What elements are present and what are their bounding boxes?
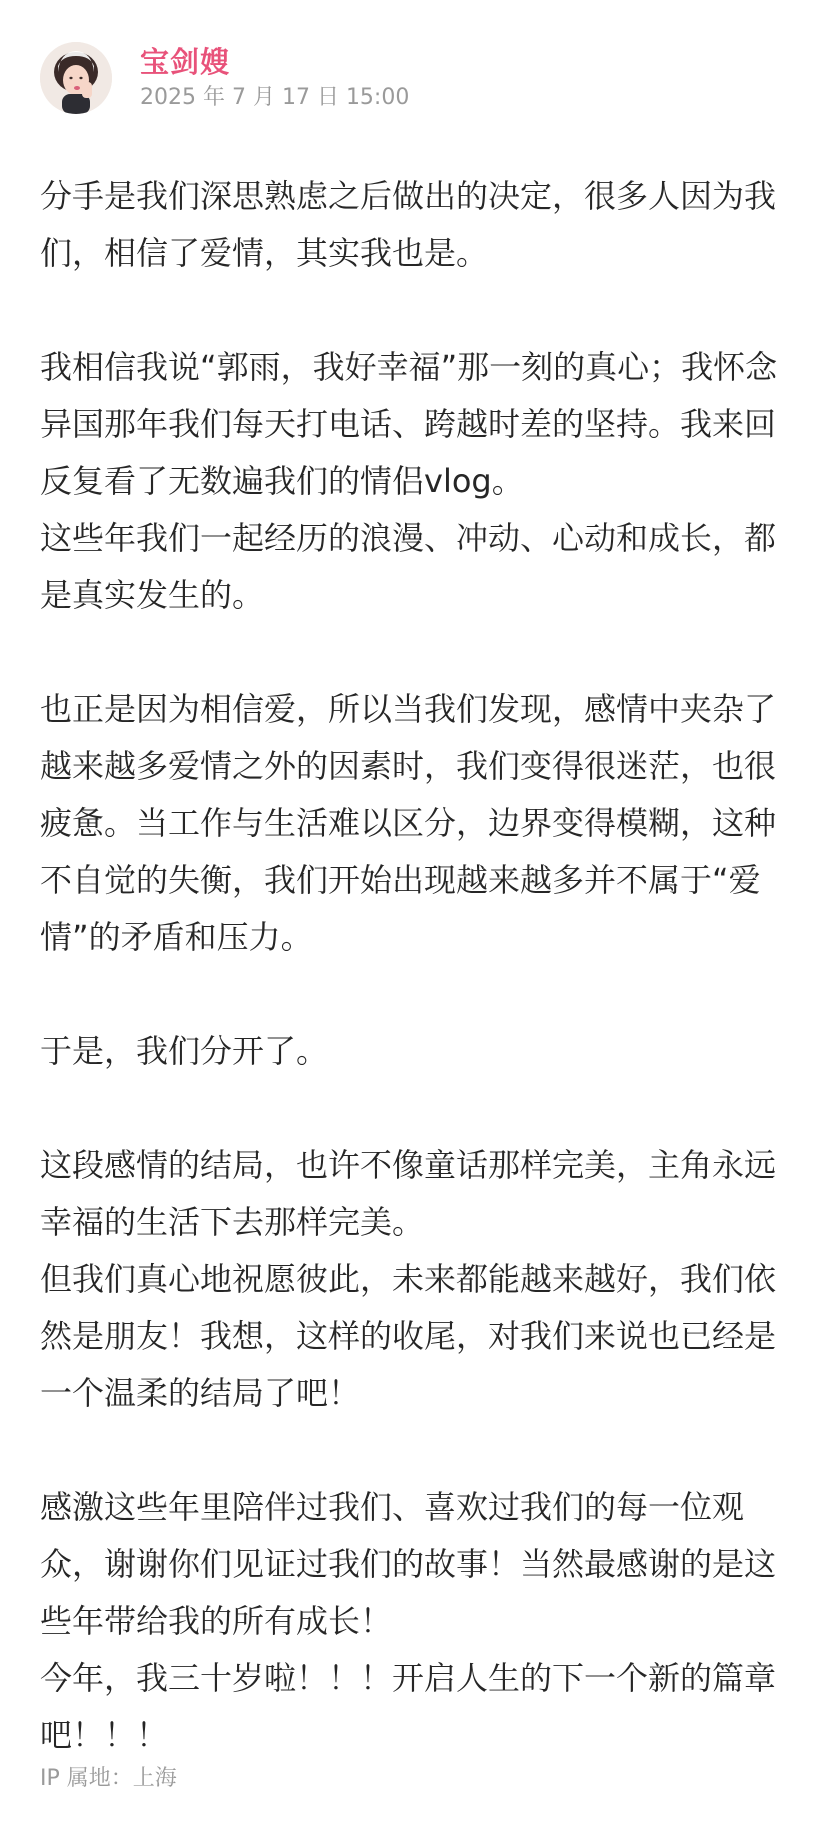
post-header	[40, 38, 409, 118]
avatar-photo-icon	[40, 42, 112, 114]
post-meta	[140, 43, 409, 113]
post-timestamp: 2025 年 7 月 17 日 15:00	[140, 85, 410, 110]
author-name[interactable]: 宝剑嫂	[140, 45, 231, 79]
post-body	[40, 168, 790, 1821]
paragraph: 感激这些年里陪伴过我们、喜欢过我们的每一位观众，谢谢你们见证过我们的故事！当然最感谢的是这些年带给我的所有成长！ 今年，我三十岁啦！！！开启人生的下一个新的篇章吧！！！	[40, 1488, 777, 1754]
ip-location: IP 属地：上海	[40, 1766, 177, 1791]
paragraph: 也正是因为相信爱，所以当我们发现，感情中夹杂了越来越多爱情之外的因素时，我们变得很迷茫，也很疲惫。当工作与生活难以区分，边界变得模糊，这种不自觉的失衡，我们开始出现越来越多并不属于“爱情”的矛盾和压力。	[40, 690, 777, 956]
paragraph: 我相信我说“郭雨，我好幸福”那一刻的真心；我怀念异国那年我们每天打电话、跨越时差的坚持。我来回反复看了无数遍我们的情侣vlog。 这些年我们一起经历的浪漫、冲动、心动和成长，都是真实发生的。	[40, 348, 778, 614]
paragraph: 分手是我们深思熟虑之后做出的决定，很多人因为我们，相信了爱情，其实我也是。	[40, 177, 777, 272]
paragraph: 这段感情的结局，也许不像童话那样完美，主角永远幸福的生活下去那样完美。 但我们真心地祝愿彼此，未来都能越来越好，我们依然是朋友！我想，这样的收尾，对我们来说也已经是一个温柔的结局了吧！	[40, 1146, 777, 1412]
avatar[interactable]	[40, 42, 112, 114]
paragraph: 于是，我们分开了。	[40, 1032, 329, 1070]
